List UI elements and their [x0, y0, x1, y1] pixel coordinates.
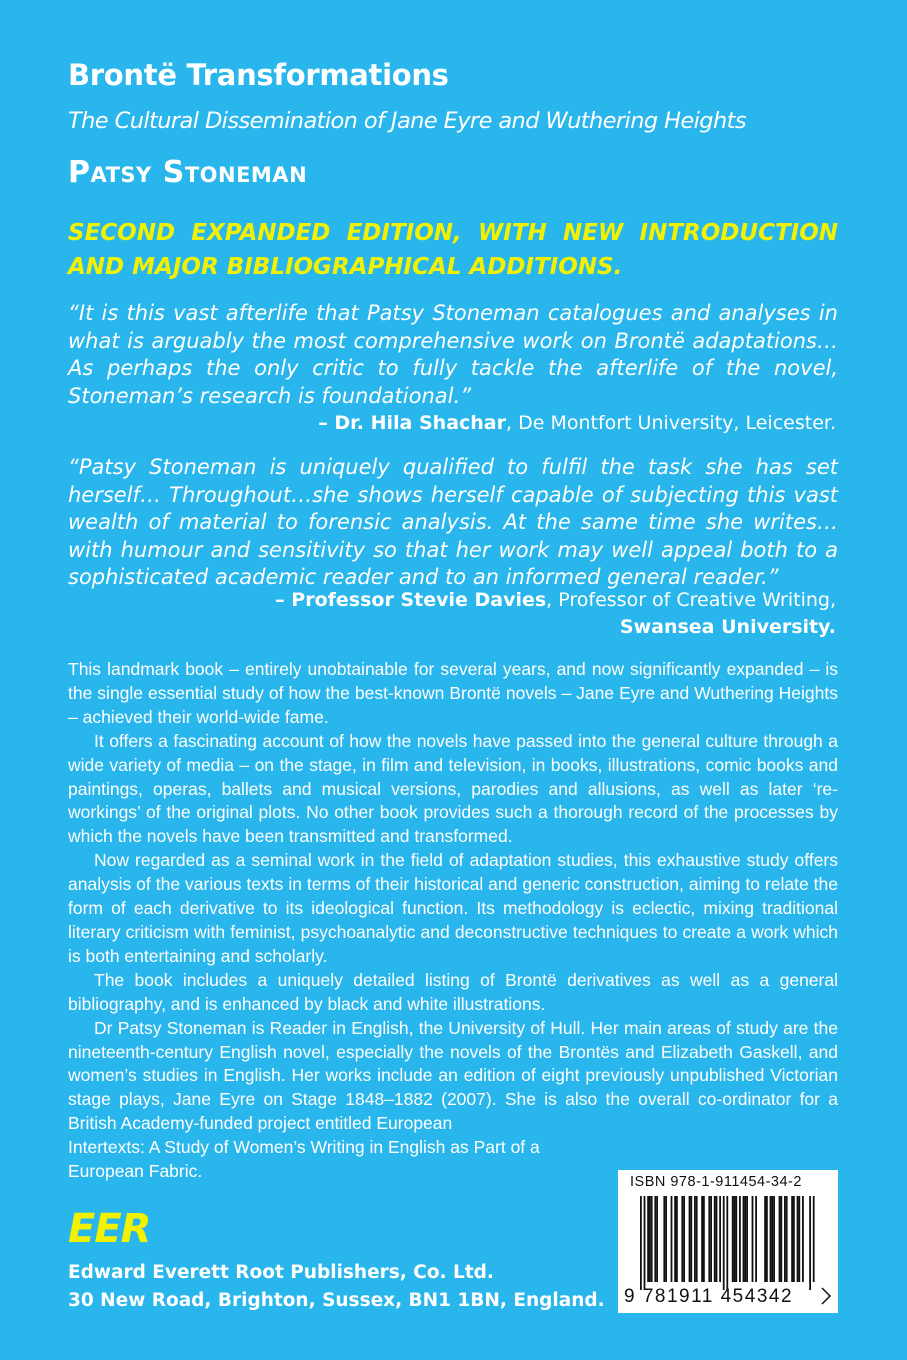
barcode-bar: [791, 1196, 793, 1282]
barcode-bar: [755, 1196, 757, 1282]
barcode-bar: [714, 1196, 716, 1282]
book-title: Brontë Transformations: [68, 58, 449, 92]
barcode-bar: [771, 1196, 773, 1282]
barcode-bar: [671, 1196, 673, 1282]
barcode-bar: [764, 1196, 766, 1282]
reviewer-affiliation-1: , De Montfort University, Leicester.: [506, 412, 836, 434]
barcode-bar: [798, 1196, 800, 1282]
barcode-bar: [663, 1196, 665, 1282]
publisher-info: [68, 1259, 605, 1315]
barcode-bar: [723, 1196, 725, 1290]
barcode-bar: [735, 1196, 737, 1282]
barcode-bar: [708, 1196, 710, 1282]
author-bio: Dr Patsy Stoneman is Reader in English, the University of Hull. Her main areas of study are the nineteenth-century English novel, especially the novels of the Brontës and Elizabeth Gaskell, and women’s studies in English. Her works include an edition of eight previously unpublished Victorian stage plays, Jane Eyre on Stage 1848–1882 (2007). She is also the overall co-ordinator for a British Academy-funded project entitled European: [68, 1017, 838, 1134]
review-attribution-1: [66, 410, 836, 437]
barcode-bar: [770, 1196, 772, 1282]
barcode-bar: [640, 1196, 642, 1290]
barcode-bar: [797, 1196, 799, 1282]
isbn-label: ISBN 978-1-911454-34-2: [630, 1174, 802, 1190]
barcode-bar: [779, 1196, 781, 1282]
description-paragraph: It offers a fascinating account of how the novels have passed into the general culture through a wide variety of media – on the stage, in film and television, in books, illustrations, comic books and paintings, operas, ballets and musical versions, parodies and allusions, as well as later ‘re-workings’ of the original plots. No other book provides such a thorough record of the processes by which the novels have been transmitted and transformed.: [68, 730, 838, 847]
chevron-right-icon: [822, 1288, 830, 1304]
barcode-bar: [744, 1196, 746, 1282]
review-quote-1: “It is this vast afterlife that Patsy Stoneman catalogues and analyses in what is arguably the most comprehensive work on Brontë adaptations… As perhaps the only critic to fully tackle the afterlife of the novel, Stoneman’s research is foundational.”: [68, 301, 838, 408]
barcode-bar: [813, 1196, 815, 1282]
barcode-bar: [710, 1196, 712, 1282]
barcode-bar: [746, 1196, 748, 1282]
barcode-bar: [780, 1196, 782, 1282]
barcode-bar: [647, 1196, 649, 1282]
barcode-bar: [703, 1196, 705, 1282]
reviewer-name-1: – Dr. Hila Shachar: [318, 412, 506, 434]
barcode-bar: [689, 1196, 691, 1282]
publisher-name: Edward Everett Root Publishers, Co. Ltd.: [68, 1262, 494, 1283]
barcode-bar: [701, 1196, 703, 1282]
barcode-bar: [773, 1196, 775, 1282]
reviewer-name-2: – Professor Stevie Davies: [275, 589, 547, 611]
isbn-barcode-box: [618, 1170, 838, 1313]
barcode-bar: [694, 1196, 696, 1282]
barcode-bar: [676, 1196, 678, 1282]
barcode-bar: [716, 1196, 718, 1282]
isbn-digits: 9 781911 454342: [624, 1286, 794, 1307]
book-subtitle: The Cultural Dissemination of Jane Eyre and Wuthering Heights: [68, 108, 746, 134]
barcode-bar: [786, 1196, 788, 1282]
edition-note: SECOND EXPANDED EDITION, WITH NEW INTRODUCTION AND MAJOR BIBLIOGRAPHICAL ADDITIONS.: [68, 220, 838, 280]
description-paragraph: The book includes a uniquely detailed listing of Brontë derivatives as well as a general bibliography, and is enhanced by black and white illustrations.: [68, 969, 838, 1014]
barcode-bar: [654, 1196, 656, 1282]
author-name: Patsy Stoneman: [68, 155, 308, 190]
barcode-bar: [719, 1196, 721, 1282]
barcode-bar: [732, 1196, 734, 1282]
barcode-bar: [644, 1196, 646, 1290]
barcode-bar: [681, 1196, 683, 1282]
publisher-address: 30 New Road, Brighton, Sussex, BN1 1BN, England.: [68, 1290, 605, 1311]
barcode-bar: [752, 1196, 754, 1282]
barcode-bar: [739, 1196, 741, 1282]
author-bio-end: European Fabric.: [68, 1161, 203, 1182]
barcode-bar: [674, 1196, 676, 1282]
description-paragraph: This landmark book – entirely unobtainable for several years, and now significantly expanded – is the single essential study of how the best-known Brontë novels – Jane Eyre and Wuthering Heights – achieved their world-wide fame.: [68, 659, 838, 727]
barcode-bar: [649, 1196, 651, 1282]
book-description: [68, 658, 838, 1184]
review-quote-2: “Patsy Stoneman is uniquely qualified to fulfil the task she has set herself… Throughout…she shows herself capable of subjecting this vast wealth of material to forensic analysis. At the same time she writes…with humour and sensitivity so that her work may well appeal both to a sophisticated academic reader and to an informed general reader.”: [68, 455, 838, 589]
reviewer-affiliation-2: , Professor of Creative Writing,: [546, 589, 836, 611]
barcode-bar: [726, 1196, 728, 1290]
barcode-bar: [696, 1196, 698, 1282]
review-attribution-2: [66, 587, 836, 641]
barcode-bar: [784, 1196, 786, 1282]
barcode-bar: [651, 1196, 653, 1282]
reviewer-affiliation-2-line2: Swansea University.: [619, 616, 836, 638]
barcode-bar: [802, 1196, 804, 1282]
barcode-bar: [656, 1196, 658, 1282]
description-paragraph: Now regarded as a seminal work in the field of adaptation studies, this exhaustive study offers analysis of the various texts in terms of their historical and generic construction, aiming to relate the form of each derivative to its ideological function. Its methodology is eclectic, mixing traditional literary criticism with feminist, psychoanalytic and deconstructive techniques to create a work which is both entertaining and scholarly.: [68, 850, 838, 966]
barcode-bar: [743, 1196, 745, 1282]
barcode-bar: [683, 1196, 685, 1282]
barcode-bar: [793, 1196, 795, 1282]
barcode-bar: [665, 1196, 667, 1282]
author-bio-continued: Intertexts: A Study of Women’s Writing in English as Part of a: [68, 1137, 540, 1158]
publisher-logo: EER: [68, 1206, 151, 1252]
barcode-bar: [766, 1196, 768, 1282]
barcode-bar: [690, 1196, 692, 1282]
barcode-bar: [734, 1196, 736, 1282]
barcode-bar: [809, 1196, 811, 1290]
